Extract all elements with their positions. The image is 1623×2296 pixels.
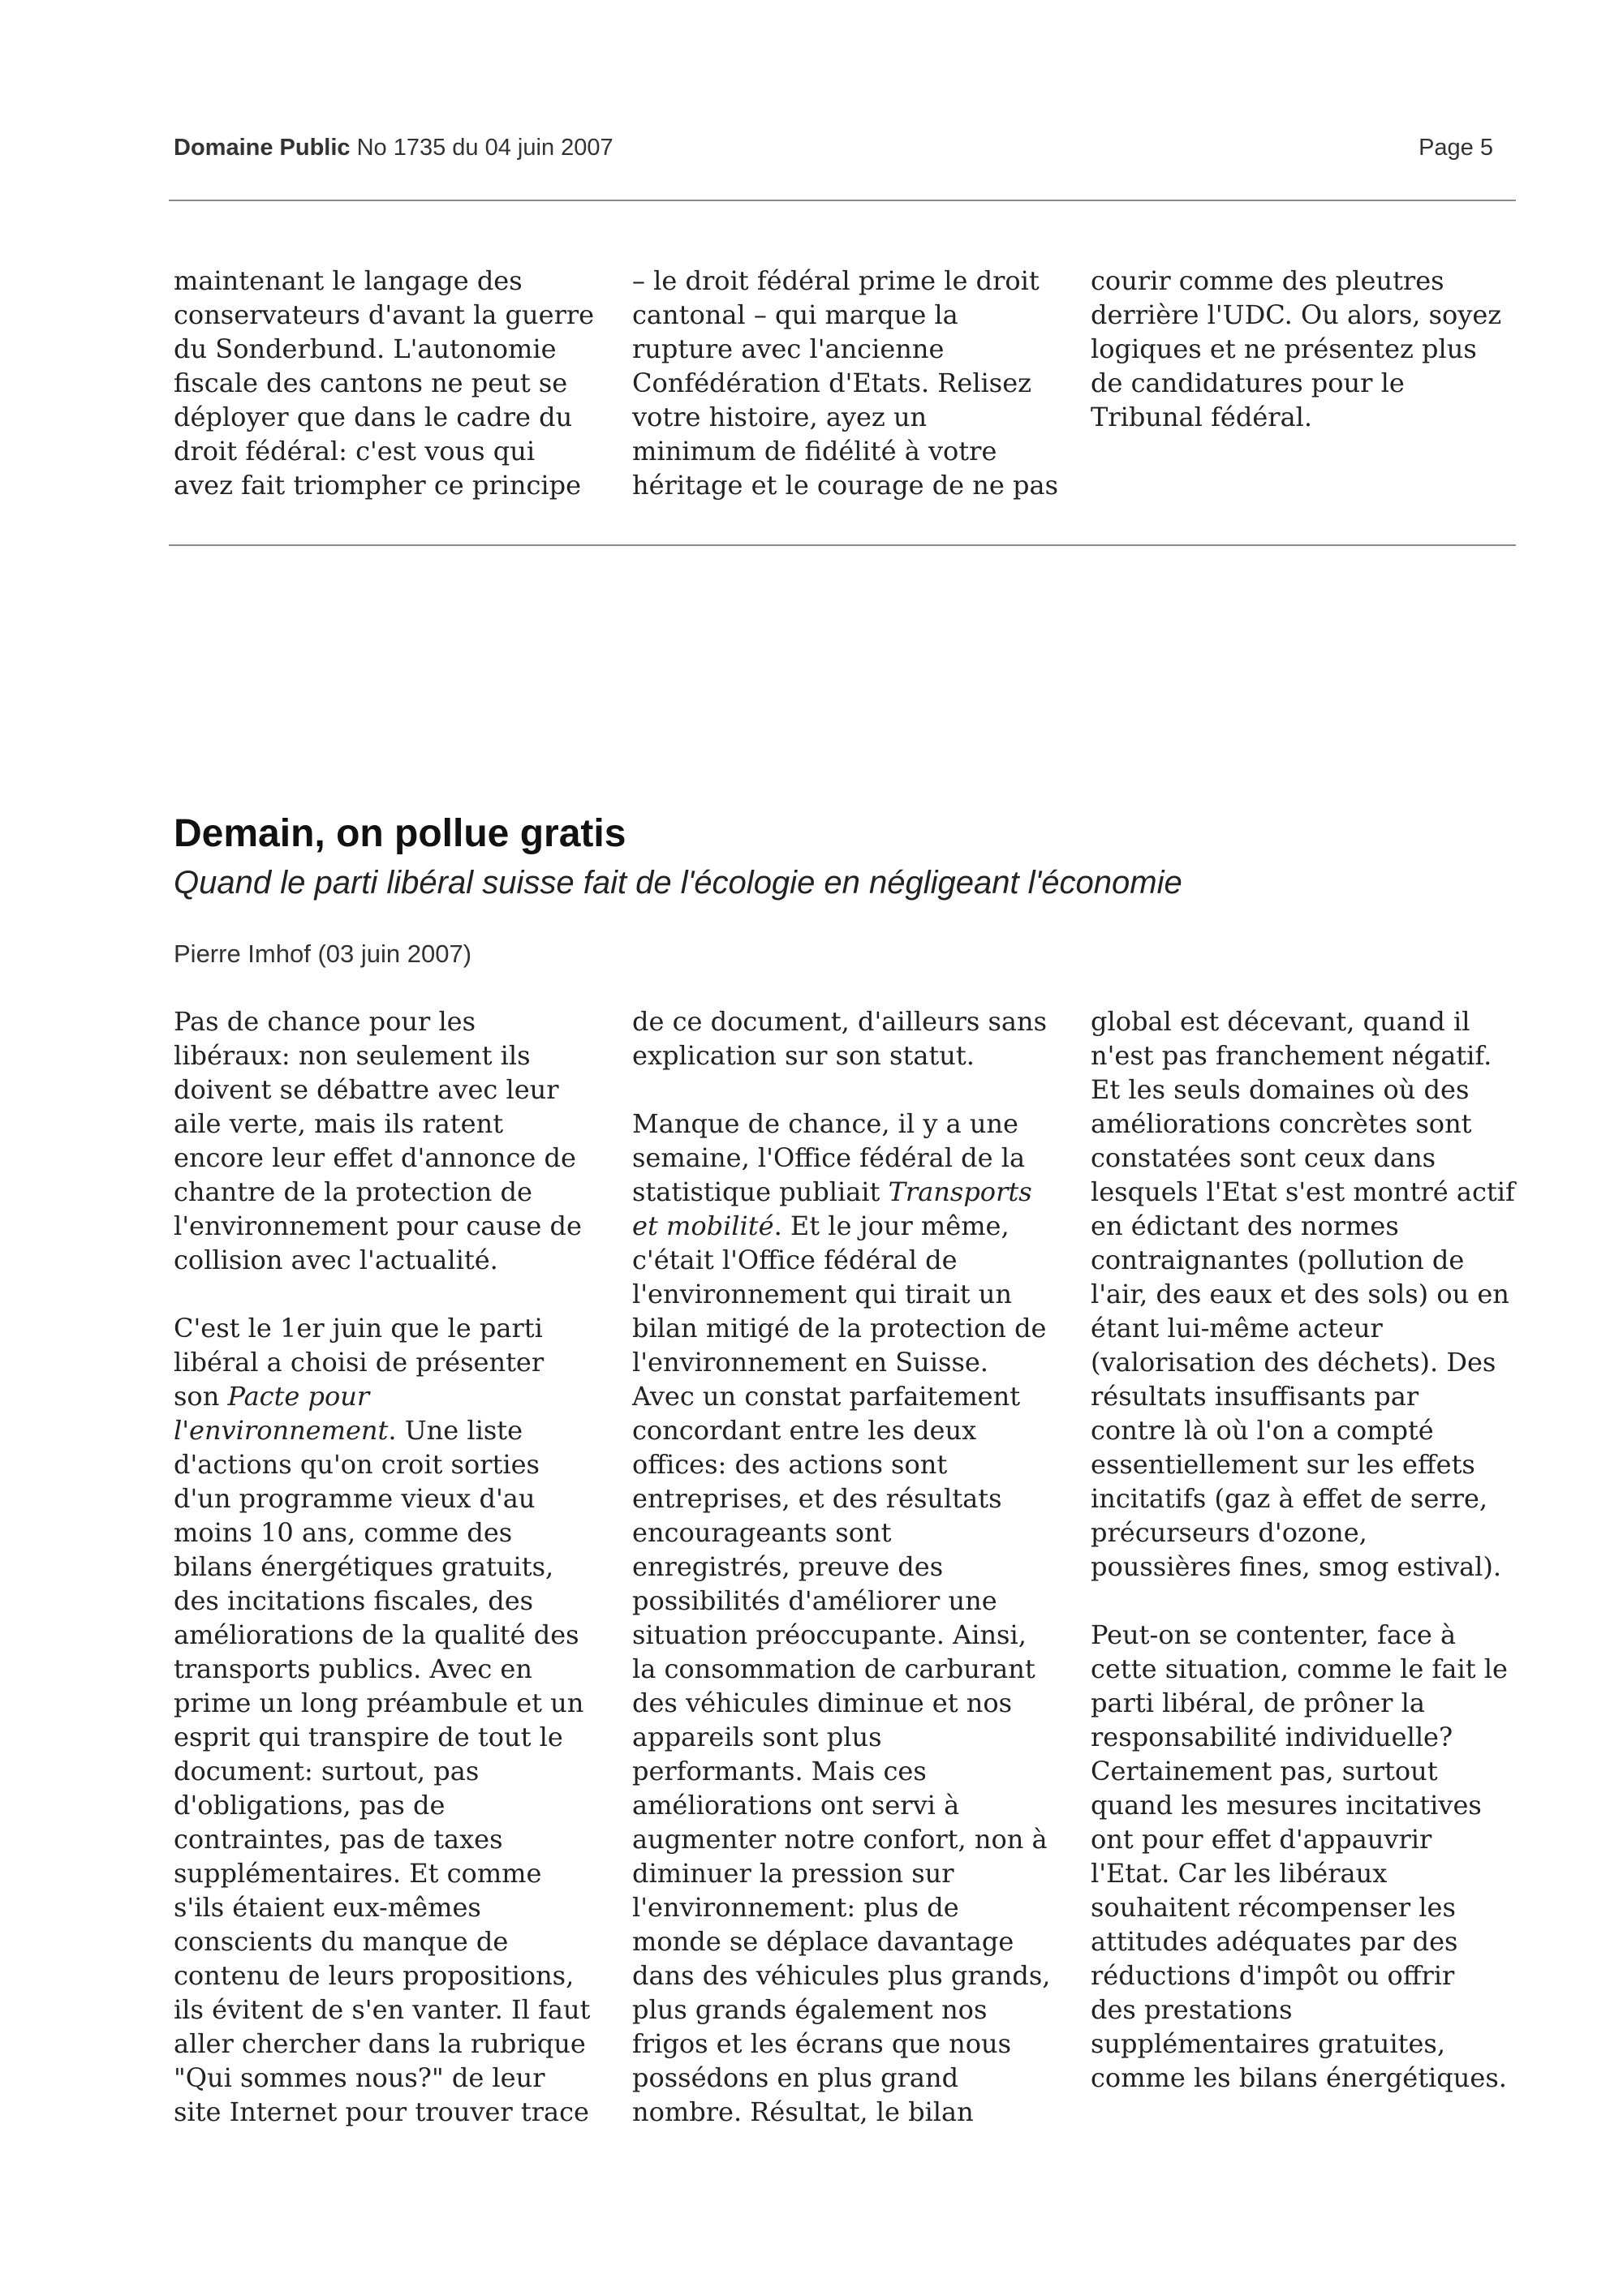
article-paragraph xyxy=(1091,1618,1513,2095)
text-line: frigos et les écrans que nous xyxy=(632,2028,1011,2059)
text-line: de ce document, d'ailleurs sans xyxy=(632,1006,1048,1037)
text-line: améliorations concrètes sont xyxy=(1091,1108,1472,1139)
text-line: Confédération d'Etats. Relisez xyxy=(632,368,1031,398)
article-column-2 xyxy=(632,1004,1054,2129)
text-line: essentiellement sur les effets xyxy=(1091,1449,1475,1480)
text-line: améliorations ont servi à xyxy=(632,1790,960,1821)
text-line: document: surtout, pas xyxy=(174,1756,480,1786)
article-paragraph xyxy=(174,1311,596,2129)
header-divider xyxy=(169,200,1516,201)
text-line: de candidatures pour le xyxy=(1091,368,1405,398)
article-column-3 xyxy=(1091,1004,1513,2129)
text-line: aller chercher dans la rubrique xyxy=(174,2028,586,2059)
text-line: encourageants sont xyxy=(632,1517,892,1548)
text-line: bilans énergétiques gratuits, xyxy=(174,1551,554,1582)
text-line: diminuer la pression sur xyxy=(632,1858,954,1889)
previous-article-paragraph xyxy=(174,264,596,502)
article-divider xyxy=(169,544,1516,546)
previous-article-column-1 xyxy=(174,264,596,502)
text-line: d'obligations, pas de xyxy=(174,1790,446,1821)
text-line: concordant entre les deux xyxy=(632,1415,977,1446)
text-line: résultats insuffisants par xyxy=(1091,1381,1419,1412)
text-line: possibilités d'améliorer une xyxy=(632,1585,997,1616)
text-line: Et les seuls domaines où des xyxy=(1091,1074,1470,1105)
text-line: aile verte, mais ils ratent xyxy=(174,1108,504,1139)
publication-name: Domaine Public xyxy=(174,135,351,161)
text-line: derrière l'UDC. Ou alors, soyez xyxy=(1091,299,1502,330)
text-line: libéral a choisi de présenter xyxy=(174,1347,545,1378)
text-line: courir comme des pleutres xyxy=(1091,265,1444,296)
issue-info: No 1735 du 04 juin 2007 xyxy=(356,135,613,161)
article-paragraph xyxy=(632,1004,1054,1073)
text-line: précurseurs d'ozone, xyxy=(1091,1517,1367,1548)
text-line: s'ils étaient eux-mêmes xyxy=(174,1892,481,1923)
text-line: entreprises, et des résultats xyxy=(632,1483,1002,1514)
text-line: l'environnement pour cause de xyxy=(174,1210,582,1241)
article-title: Demain, on pollue gratis xyxy=(174,812,626,855)
text-line: contenu de leurs propositions, xyxy=(174,1960,575,1991)
text-line: lesquels l'Etat s'est montré actif xyxy=(1091,1176,1515,1207)
text-line: appareils sont plus xyxy=(632,1722,882,1752)
text-line: statistique publiait Transports xyxy=(632,1176,1032,1207)
text-line: ont pour effet d'appauvrir xyxy=(1091,1824,1432,1855)
text-line: conservateurs d'avant la guerre xyxy=(174,299,595,330)
text-line: performants. Mais ces xyxy=(632,1756,927,1786)
text-line: d'un programme vieux d'au xyxy=(174,1483,536,1514)
page-number: Page 5 xyxy=(1419,135,1493,161)
text-line: réductions d'impôt ou offrir xyxy=(1091,1960,1455,1991)
text-line: semaine, l'Office fédéral de la xyxy=(632,1142,1026,1173)
text-line: nombre. Résultat, le bilan xyxy=(632,2096,974,2127)
article-paragraph xyxy=(632,1107,1054,2129)
text-line: contraignantes (pollution de xyxy=(1091,1245,1465,1275)
text-line: augmenter notre confort, non à xyxy=(632,1824,1048,1855)
text-line: incitatifs (gaz à effet de serre, xyxy=(1091,1483,1488,1514)
text-line: C'est le 1er juin que le parti xyxy=(174,1313,543,1344)
text-line: étant lui-même acteur xyxy=(1091,1313,1383,1344)
text-line: "Qui sommes nous?" de leur xyxy=(174,2062,545,2093)
text-line: héritage et le courage de ne pas xyxy=(632,470,1058,501)
text-line: comme les bilans énergétiques. xyxy=(1091,2062,1507,2093)
text-line: d'actions qu'on croit sorties xyxy=(174,1449,540,1480)
text-line: l'environnement. Une liste xyxy=(174,1415,523,1446)
text-line: minimum de fidélité à votre xyxy=(632,436,997,467)
previous-article-columns xyxy=(174,264,1513,502)
text-line: possédons en plus grand xyxy=(632,2062,959,2093)
text-line: Certainement pas, surtout xyxy=(1091,1756,1438,1786)
text-line: ils évitent de s'en vanter. Il faut xyxy=(174,1994,591,2025)
text-line: site Internet pour trouver trace xyxy=(174,2096,589,2127)
text-line: cette situation, comme le fait le xyxy=(1091,1653,1508,1684)
text-line: déployer que dans le cadre du xyxy=(174,402,573,432)
text-line: rupture avec l'ancienne xyxy=(632,333,945,364)
text-line: moins 10 ans, comme des xyxy=(174,1517,513,1548)
text-line: transports publics. Avec en xyxy=(174,1653,532,1684)
text-line: Tribunal fédéral. xyxy=(1091,402,1313,432)
text-line: poussières fines, smog estival). xyxy=(1091,1551,1502,1582)
text-line: en édictant des normes xyxy=(1091,1210,1399,1241)
text-line: explication sur son statut. xyxy=(632,1040,975,1071)
text-line: l'environnement qui tirait un xyxy=(632,1279,1012,1309)
text-line: l'environnement: plus de xyxy=(632,1892,959,1923)
text-line: supplémentaires gratuites, xyxy=(1091,2028,1446,2059)
text-line: chantre de la protection de xyxy=(174,1176,532,1207)
text-line: bilan mitigé de la protection de xyxy=(632,1313,1047,1344)
text-line: responsabilité individuelle? xyxy=(1091,1722,1453,1752)
text-line: doivent se débattre avec leur xyxy=(174,1074,559,1105)
previous-article-paragraph xyxy=(632,264,1058,502)
text-line: collision avec l'actualité. xyxy=(174,1245,498,1275)
text-line: esprit qui transpire de tout le xyxy=(174,1722,563,1752)
text-line: global est décevant, quand il xyxy=(1091,1006,1470,1037)
text-line: l'environnement en Suisse. xyxy=(632,1347,988,1378)
text-line: des incitations fiscales, des xyxy=(174,1585,534,1616)
text-line: offices: des actions sont xyxy=(632,1449,948,1480)
text-line: souhaitent récompenser les xyxy=(1091,1892,1456,1923)
text-line: situation préoccupante. Ainsi, xyxy=(632,1619,1027,1650)
text-line: libéraux: non seulement ils xyxy=(174,1040,531,1071)
text-line: cantonal – qui marque la xyxy=(632,299,958,330)
article-byline: Pierre Imhof (03 juin 2007) xyxy=(174,939,472,968)
text-line: supplémentaires. Et comme xyxy=(174,1858,542,1889)
article-columns xyxy=(174,1004,1513,2129)
text-line: attitudes adéquates par des xyxy=(1091,1926,1458,1957)
text-line: quand les mesures incitatives xyxy=(1091,1790,1482,1821)
text-line: monde se déplace davantage xyxy=(632,1926,1014,1957)
text-line: (valorisation des déchets). Des xyxy=(1091,1347,1496,1378)
text-line: conscients du manque de xyxy=(174,1926,509,1957)
text-line: des prestations xyxy=(1091,1994,1293,2025)
text-line: votre histoire, ayez un xyxy=(632,402,928,432)
text-line: n'est pas franchement négatif. xyxy=(1091,1040,1492,1071)
previous-article-paragraph xyxy=(1091,264,1513,434)
text-line: du Sonderbund. L'autonomie xyxy=(174,333,557,364)
text-line: enregistrés, preuve des xyxy=(632,1551,944,1582)
text-line: constatées sont ceux dans xyxy=(1091,1142,1436,1173)
text-line: et mobilité. Et le jour même, xyxy=(632,1210,1010,1241)
article-column-1 xyxy=(174,1004,596,2129)
text-line: logiques et ne présentez plus xyxy=(1091,333,1477,364)
text-line: son Pacte pour xyxy=(174,1381,370,1412)
text-line: parti libéral, de prôner la xyxy=(1091,1688,1425,1718)
text-line: contre là où l'on a compté xyxy=(1091,1415,1434,1446)
text-line: encore leur effet d'annonce de xyxy=(174,1142,576,1173)
previous-article-column-3 xyxy=(1091,264,1513,502)
text-line: Avec un constat parfaitement xyxy=(632,1381,1021,1412)
text-line: avez fait triompher ce principe xyxy=(174,470,582,501)
text-line: c'était l'Office fédéral de xyxy=(632,1245,958,1275)
text-line: – le droit fédéral prime le droit xyxy=(632,265,1040,296)
page-header xyxy=(174,135,1493,167)
text-line: maintenant le langage des xyxy=(174,265,523,296)
article-paragraph xyxy=(1091,1004,1513,1584)
text-line: dans des véhicules plus grands, xyxy=(632,1960,1051,1991)
article-subtitle: Quand le parti libéral suisse fait de l'écologie en négligeant l'économie xyxy=(174,865,1182,901)
text-line: l'Etat. Car les libéraux xyxy=(1091,1858,1388,1889)
text-line: la consommation de carburant xyxy=(632,1653,1035,1684)
text-line: fiscale des cantons ne peut se xyxy=(174,368,568,398)
text-line: améliorations de la qualité des xyxy=(174,1619,579,1650)
text-line: Pas de chance pour les xyxy=(174,1006,476,1037)
article-paragraph xyxy=(174,1004,596,1277)
text-line: contraintes, pas de taxes xyxy=(174,1824,503,1855)
text-line: droit fédéral: c'est vous qui xyxy=(174,436,536,467)
text-line: plus grands également nos xyxy=(632,1994,988,2025)
previous-article-column-2 xyxy=(632,264,1058,502)
text-line: des véhicules diminue et nos xyxy=(632,1688,1013,1718)
text-line: Peut-on se contenter, face à xyxy=(1091,1619,1457,1650)
text-line: prime un long préambule et un xyxy=(174,1688,584,1718)
text-line: l'air, des eaux et des sols) ou en xyxy=(1091,1279,1509,1309)
text-line: Manque de chance, il y a une xyxy=(632,1108,1018,1139)
